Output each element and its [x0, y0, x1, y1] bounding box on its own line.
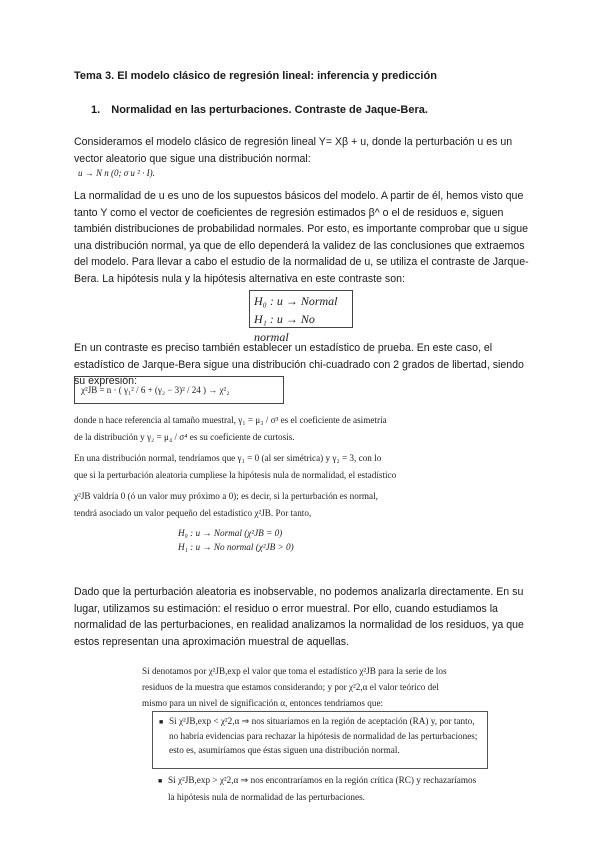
bullet-icon: ■ [158, 777, 163, 785]
decision-rule-accept [153, 712, 487, 757]
excerpt-line: En una distribución normal, tendríamos que γ₁ = 0 (al ser simétrica) y γ₂ = 3, con lo [74, 453, 382, 463]
excerpt-null-hypothesis: H₀ : u → Normal (χ²JB = 0) [178, 528, 283, 538]
null-hypothesis: H₀ : u → Normal [254, 294, 338, 308]
paragraph-statistic: En un contraste es preciso también establecer un estadístico de prueba. En este caso, el estadístico de Jarque-Bera sigue una distribución chi-cuadrado con 2 grados de libertad, siendo su expresión: [74, 342, 524, 387]
paragraph-intro: Consideramos el modelo clásico de regresión lineal Y= Xβ + u, donde la perturbación u es un vector aleatorio que sigue una distribución normal: [74, 136, 513, 165]
alternative-hypothesis: H₁ : u → No normal [254, 312, 315, 344]
excerpt-alternative-hypothesis: H₁ : u → No normal (χ²JB > 0) [178, 542, 294, 552]
excerpt-line: de la distribución y γ₂ = μ₄ / σ⁴ es su coeficiente de curtosis. [74, 432, 295, 442]
excerpt-line: que si la perturbación aleatoria cumpliese la hipótesis nula de normalidad, el estadístico [74, 470, 397, 480]
excerpt-line: Si denotamos por χ²JB,exp el valor que toma el estadístico χ²JB para la serie de los [142, 666, 447, 676]
decision-rule-reject [158, 773, 488, 804]
paragraph-residuals: Dado que la perturbación aleatoria es inobservable, no podemos analizarla directamente. En su lugar, utilizamos su estimación: el residuo o error muestral. Por ello, cuando estudiamos la normalidad de las perturbaciones, en realidad analizamos la normalidad de los residuos, ya que estos representan una aproximación muestral de aquellas. [74, 586, 524, 648]
excerpt-line: esto es, asumiríamos que éstas siguen una distribución normal. [169, 745, 400, 755]
document-title: Tema 3. El modelo clásico de regresión lineal: inferencia y predicción [74, 70, 437, 82]
decision-rule-box [152, 711, 488, 769]
section-number: 1. [91, 104, 101, 116]
section-title: Normalidad en las perturbaciones. Contraste de Jaque-Bera. [111, 104, 428, 116]
section-heading [91, 104, 428, 116]
paragraph-normality: La normalidad de u es uno de los supuestos básicos del modelo. A partir de él, hemos visto que tanto Y como el vector de coeficientes de regresión estimados β^ o el de residuos e, siguen también distribuciones de probabilidad normales. Por esto, es importante comprobar que u sigue una distribución normal, ya que de ello dependerá la validez de las conclusiones que extraemos del modelo. Para llevar a cabo el estudio de la normalidad de u, se utiliza el contraste de Jarque-Bera. La hipótesis nula y la hipótesis alternativa en este contraste son: [74, 190, 529, 285]
excerpt-line: residuos de la muestra que estamos considerando; y por χ²2,α el valor teórico del [142, 682, 439, 692]
excerpt-line: tendrá asociado un valor pequeño del estadístico χ²JB. Por tanto, [74, 508, 312, 518]
bullet-icon: ■ [159, 718, 164, 726]
excerpt-line: donde n hace referencia al tamaño muestral, γ₁ = μ₃ / σ³ es el coeficiente de asimetría [74, 415, 387, 425]
formula-u-normal: u → N n (0; σ u ² · I). [78, 168, 155, 178]
excerpt-line: Si χ²JB,exp < χ²2,α ⇒ nos situaríamos en la región de aceptación (RA) y, por tanto, [169, 716, 475, 726]
jarque-bera-formula: χ²JB = n · ( γ₁² / 6 + (γ₂ − 3)² / 24 ) → χ²₂ [81, 385, 230, 395]
textbook-excerpt-2 [142, 664, 488, 710]
textbook-excerpt-1 [74, 412, 534, 554]
excerpt-line: no habría evidencias para rechazar la hipótesis de normalidad de las perturbaciones; [169, 731, 478, 741]
excerpt-line: Si χ²JB,exp > χ²2,α ⇒ nos encontraríamos en la región crítica (RC) y rechazaríamos [168, 775, 477, 785]
excerpt-line: la hipótesis nula de normalidad de las perturbaciones. [168, 792, 365, 802]
excerpt-line: mismo para un nivel de significación α, entonces tendríamos que: [142, 698, 384, 708]
jarque-bera-formula-box [74, 376, 284, 404]
excerpt-line: χ²JB valdría 0 (ó un valor muy próximo a 0); es decir, si la perturbación es normal, [74, 491, 378, 501]
hypotheses-box [249, 290, 353, 344]
